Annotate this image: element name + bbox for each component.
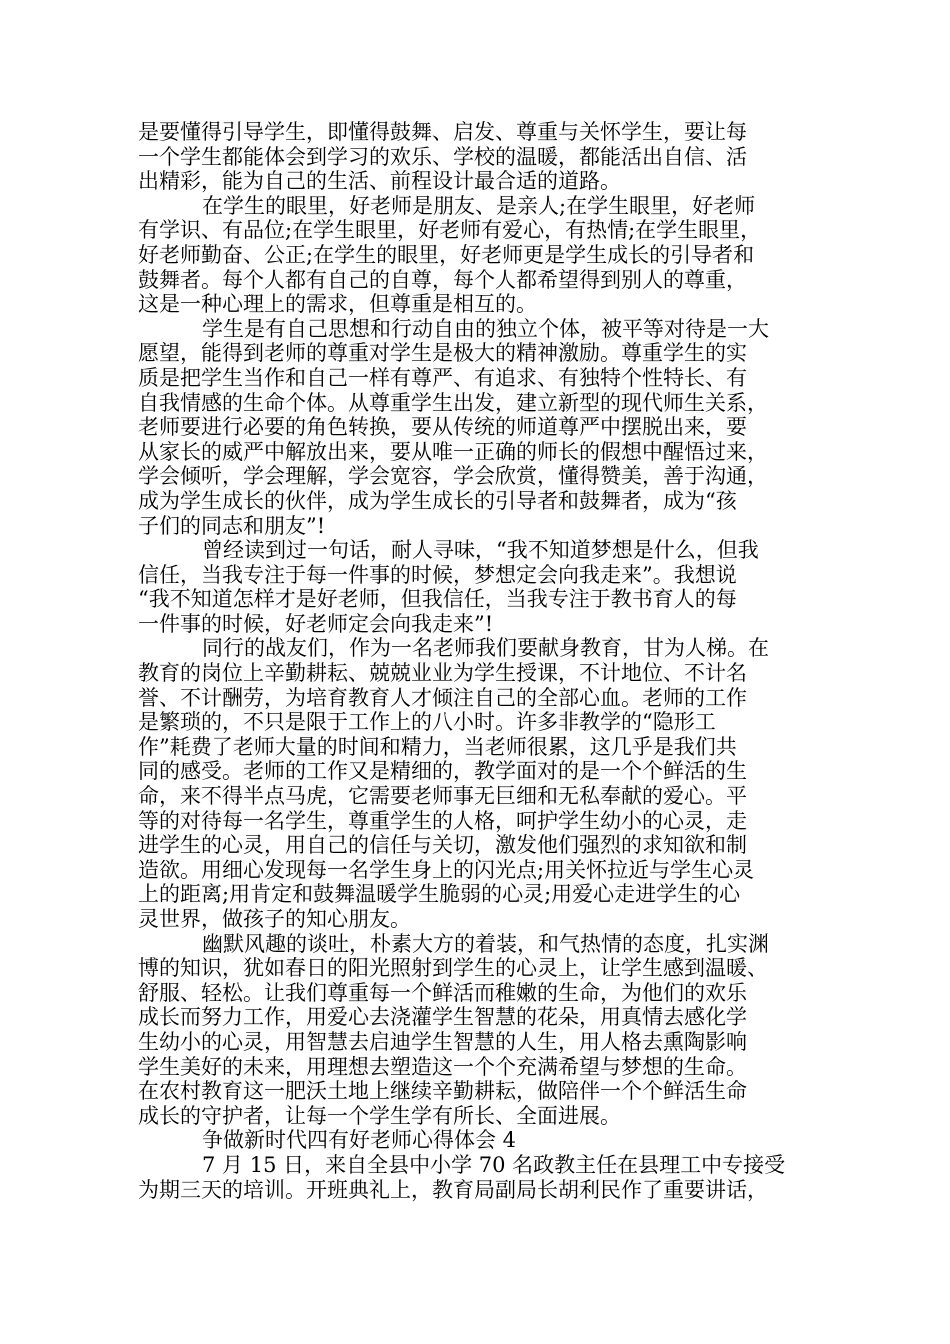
text-line: 誉、不计酬劳，为培育教育人才倾注自己的全部心血。老师的工作: [138, 685, 747, 710]
text-line: 质是把学生当作和自己一样有尊严、有追求、有独特个性特长、有: [138, 365, 747, 390]
text-line: 博的知识，犹如春日的阳光照射到学生的心灵上，让学生感到温暖、: [138, 956, 768, 981]
text-line: 信任，当我专注于每一件事的时候，梦想定会向我走来”。我想说: [138, 562, 737, 587]
text-line: 命，来不得半点马虎，它需要老师事无巨细和无私奉献的爱心。平: [138, 784, 747, 809]
text-line: 为期三天的培训。开班典礼上，教育局副局长胡利民作了重要讲话，: [138, 1177, 768, 1202]
text-line: 自我情感的生命个体。从尊重学生出发，建立新型的现代师生关系，: [138, 390, 768, 415]
text-line: 愿望，能得到老师的尊重对学生是极大的精神激励。尊重学生的实: [138, 341, 747, 366]
text-line: 等的对待每一名学生，尊重学生的人格，呵护学生幼小的心灵，走: [138, 808, 747, 833]
text-line: 学会倾听，学会理解，学会宽容，学会欣赏，懂得赞美，善于沟通，: [138, 464, 768, 489]
text-line: 一件事的时候，好老师定会向我走来”!: [138, 611, 494, 636]
text-line: 老师要进行必要的角色转换，要从传统的师道尊严中摆脱出来，要: [138, 415, 747, 440]
text-line: 是要懂得引导学生，即懂得鼓舞、启发、尊重与关怀学生，要让每: [138, 120, 747, 144]
text-line: 上的距离;用肯定和鼓舞温暖学生脆弱的心灵;用爱心走进学生的心: [138, 882, 741, 907]
paragraph-first-line: 在学生的眼里，好老师是朋友、是亲人;在学生眼里，好老师: [202, 193, 756, 218]
text-line: 教育的岗位上辛勤耕耘、兢兢业业为学生授课，不计地位、不计名: [138, 661, 747, 686]
text-line: 成为学生成长的伙伴，成为学生成长的引导者和鼓舞者，成为“孩: [138, 488, 737, 513]
text-line: 是繁琐的，不只是限于工作上的八小时。许多非教学的“隐形工: [138, 710, 716, 735]
text-line: 灵世界，做孩子的知心朋友。: [138, 907, 411, 931]
text-line: 成长的守护者，让每一个学生学有所长、全面进展。: [138, 1103, 621, 1128]
text-line: 成长而努力工作，用爱心去浇灌学生智慧的花朵，用真情去感化学: [138, 1005, 747, 1030]
paragraph-first-line: 幽默风趣的谈吐，朴素大方的着装，和气热情的态度，扎实渊: [202, 931, 769, 956]
text-line: 同的感受。老师的工作又是精细的，教学面对的是一个个鲜活的生: [138, 759, 747, 784]
text-line: 出精彩，能为自己的生活、前程设计最合适的道路。: [138, 169, 621, 194]
text-line: 好老师勤奋、公正;在学生的眼里，好老师更是学生成长的引导者和: [138, 242, 755, 267]
paragraph-first-line: 学生是有自己思想和行动自由的独立个体，被平等对待是一大: [202, 316, 769, 341]
text-line: “我不知道怎样才是好老师，但我信任，当我专注于教书育人的每: [138, 587, 737, 612]
text-line: 作”耗费了老师大量的时间和精力，当老师很累，这几乎是我们共: [138, 734, 737, 759]
text-line: 有学识、有品位;在学生眼里，好老师有爱心，有热情;在学生眼里，: [138, 218, 762, 243]
document-body: [138, 120, 818, 1202]
text-line: 一个学生都能体会到学习的欢乐、学校的温暖，都能活出自信、活: [138, 144, 747, 169]
text-line: 舒服、轻松。让我们尊重每一个鲜活而稚嫩的生命，为他们的欢乐: [138, 980, 747, 1005]
text-line: 这是一种心理上的需求，但尊重是相互的。: [138, 292, 537, 317]
paragraph-first-line: 曾经读到过一句话，耐人寻味，“我不知道梦想是什么，但我: [202, 538, 759, 563]
text-line: 在农村教育这一肥沃土地上继续辛勤耕耘，做陪伴一个个鲜活生命: [138, 1079, 747, 1104]
text-line: 生幼小的心灵，用智慧去启迪学生智慧的人生，用人格去熏陶影响: [138, 1029, 747, 1054]
text-line: 进学生的心灵，用自己的信任与关切，激发他们强烈的求知欲和制: [138, 833, 747, 858]
paragraph-first-line: 争做新时代四有好老师心得体会 4: [202, 1128, 517, 1153]
paragraph-first-line: 同行的战友们，作为一名老师我们要献身教育，甘为人梯。在: [202, 636, 769, 661]
text-line: 学生美好的未来，用理想去塑造这一个个充满希望与梦想的生命。: [138, 1054, 747, 1079]
text-line: 造欲。用细心发现每一名学生身上的闪光点;用关怀拉近与学生心灵: [138, 857, 755, 882]
paragraph-first-line: 7 月 15 日，来自全县中小学 70 名政教主任在县理工中专接受: [202, 1152, 786, 1177]
text-line: 子们的同志和朋友”!: [138, 513, 326, 538]
text-line: 鼓舞者。每个人都有自己的自尊，每个人都希望得到别人的尊重，: [138, 267, 747, 292]
text-line: 从家长的威严中解放出来，要从唯一正确的师长的假想中醒悟过来，: [138, 439, 768, 464]
